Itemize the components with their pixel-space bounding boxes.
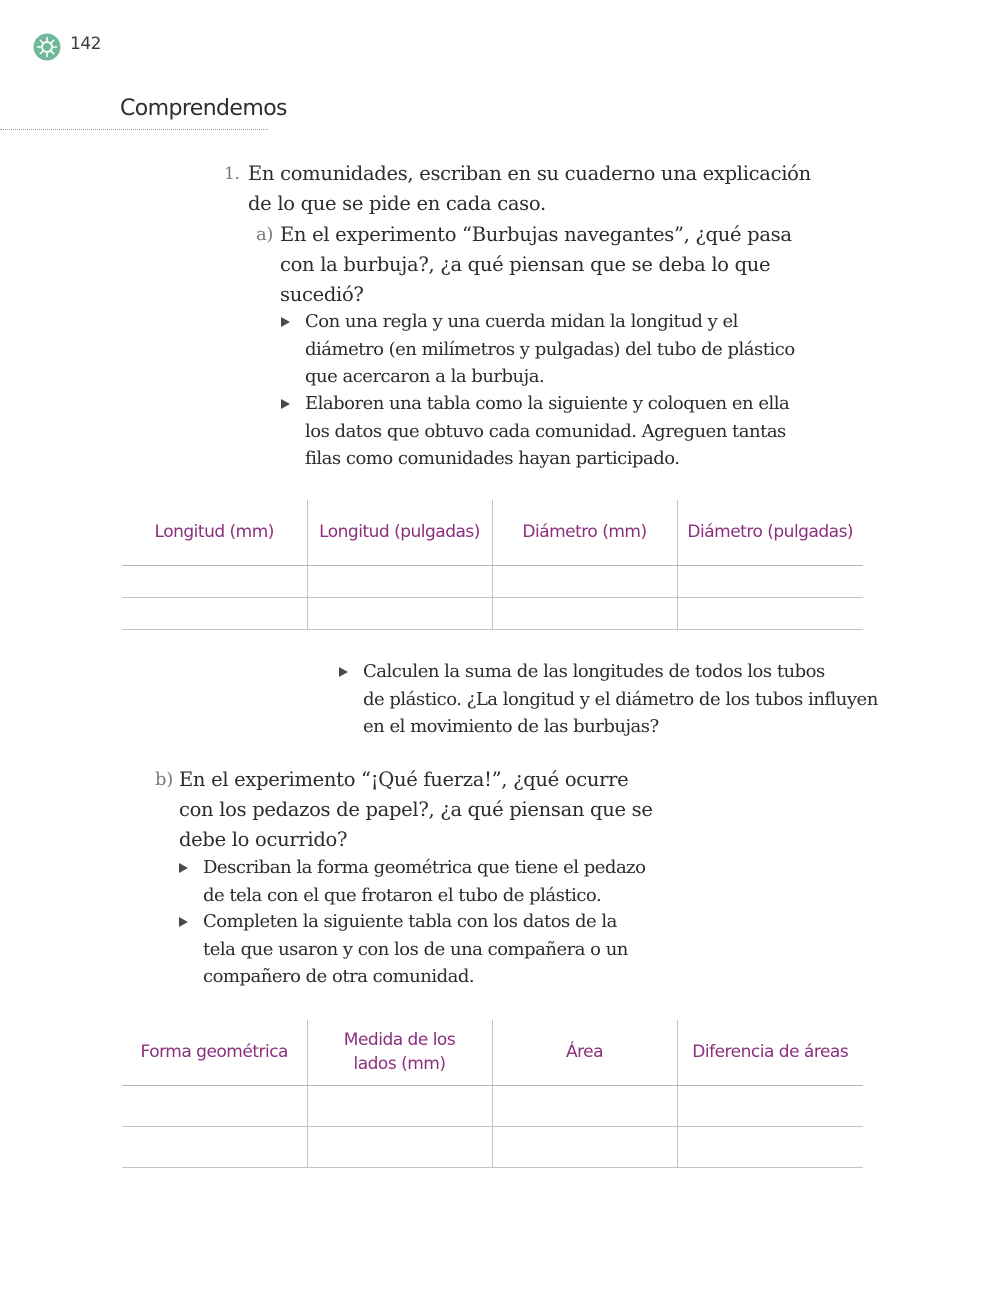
text-line: En comunidades, escriban en su cuaderno una explicación (248, 162, 811, 185)
table-cell (307, 565, 492, 597)
text-line: con la burbuja?, ¿a qué piensan que se deba lo que (280, 253, 771, 276)
section-divider (0, 129, 268, 130)
text-line: sucedió? (280, 283, 364, 306)
bullet-item (305, 308, 795, 391)
table-header: Diámetro (mm) (492, 500, 677, 565)
table-cell (492, 597, 677, 629)
sun-gear-icon (33, 33, 61, 61)
table-row (122, 1126, 863, 1167)
text-line: de lo que se pide en cada caso. (248, 192, 546, 215)
table-header: Medida de los lados (mm) (307, 1020, 492, 1085)
table-cell (122, 597, 307, 629)
measurements-table (122, 500, 863, 630)
table-cell (677, 1126, 863, 1167)
table-cell (492, 1085, 677, 1126)
arrow-bullet-icon (281, 399, 290, 409)
text-line: Describan la forma geométrica que tiene el pedazo (203, 857, 646, 878)
arrow-bullet-icon (179, 863, 188, 873)
table-header: Longitud (pulgadas) (307, 500, 492, 565)
text-line: filas como comunidades hayan participado. (305, 448, 680, 469)
arrow-bullet-icon (281, 317, 290, 327)
bullet-item (305, 390, 789, 473)
text-line: debe lo ocurrido? (179, 828, 348, 851)
table-header: Forma geométrica (122, 1020, 307, 1085)
table-cell (307, 1126, 492, 1167)
fabric-table (122, 1020, 863, 1168)
table-cell (122, 1085, 307, 1126)
section-title: Comprendemos (120, 96, 287, 121)
table-cell (677, 1085, 863, 1126)
text-line: tela que usaron y con los de una compañera o un (203, 938, 628, 960)
table-cell (677, 597, 863, 629)
table-row (122, 597, 863, 629)
table-cell (307, 597, 492, 629)
text-line: Con una regla y una cuerda midan la longitud y el (305, 311, 738, 332)
text-line: En el experimento “¡Qué fuerza!”, ¿qué ocurre (179, 768, 629, 791)
table-cell (677, 565, 863, 597)
arrow-bullet-icon (339, 667, 348, 677)
text-line: que acercaron a la burbuja. (305, 366, 545, 387)
text-line: de tela con el que frotaron el tubo de plástico. (203, 884, 602, 906)
question-number: 1. (224, 164, 240, 184)
bullet-item (363, 658, 878, 741)
table-header: Longitud (mm) (122, 500, 307, 565)
table-header: Diferencia de áreas (677, 1020, 863, 1085)
bullet-item (203, 908, 628, 991)
table-header: Diámetro (pulgadas) (677, 500, 863, 565)
table-header: Área (492, 1020, 677, 1085)
text-line: los datos que obtuvo cada comunidad. Agreguen tantas (305, 420, 786, 442)
question-1 (224, 159, 811, 219)
text-line: en el movimiento de las burbujas? (363, 716, 659, 737)
bullet-item (203, 854, 646, 909)
question-b (155, 765, 653, 855)
table-cell (122, 1126, 307, 1167)
text-line: En el experimento “Burbujas navegantes”, ¿qué pasa (280, 223, 792, 246)
table-cell (307, 1085, 492, 1126)
table-cell (492, 565, 677, 597)
question-letter: a) (256, 224, 274, 245)
text-line: Completen la siguiente tabla con los datos de la (203, 911, 617, 932)
arrow-bullet-icon (179, 917, 188, 927)
page-number: 142 (70, 34, 101, 54)
text-line: de plástico. ¿La longitud y el diámetro de los tubos influyen (363, 688, 878, 710)
question-letter: b) (155, 769, 173, 790)
table-row (122, 1085, 863, 1126)
table-cell (122, 565, 307, 597)
table-row (122, 565, 863, 597)
table-cell (492, 1126, 677, 1167)
question-a (256, 220, 792, 310)
text-line: diámetro (en milímetros y pulgadas) del tubo de plástico (305, 338, 795, 360)
text-line: Calculen la suma de las longitudes de todos los tubos (363, 661, 825, 682)
text-line: Elaboren una tabla como la siguiente y coloquen en ella (305, 393, 790, 414)
text-line: compañero de otra comunidad. (203, 966, 475, 987)
text-line: con los pedazos de papel?, ¿a qué piensan que se (179, 798, 653, 821)
